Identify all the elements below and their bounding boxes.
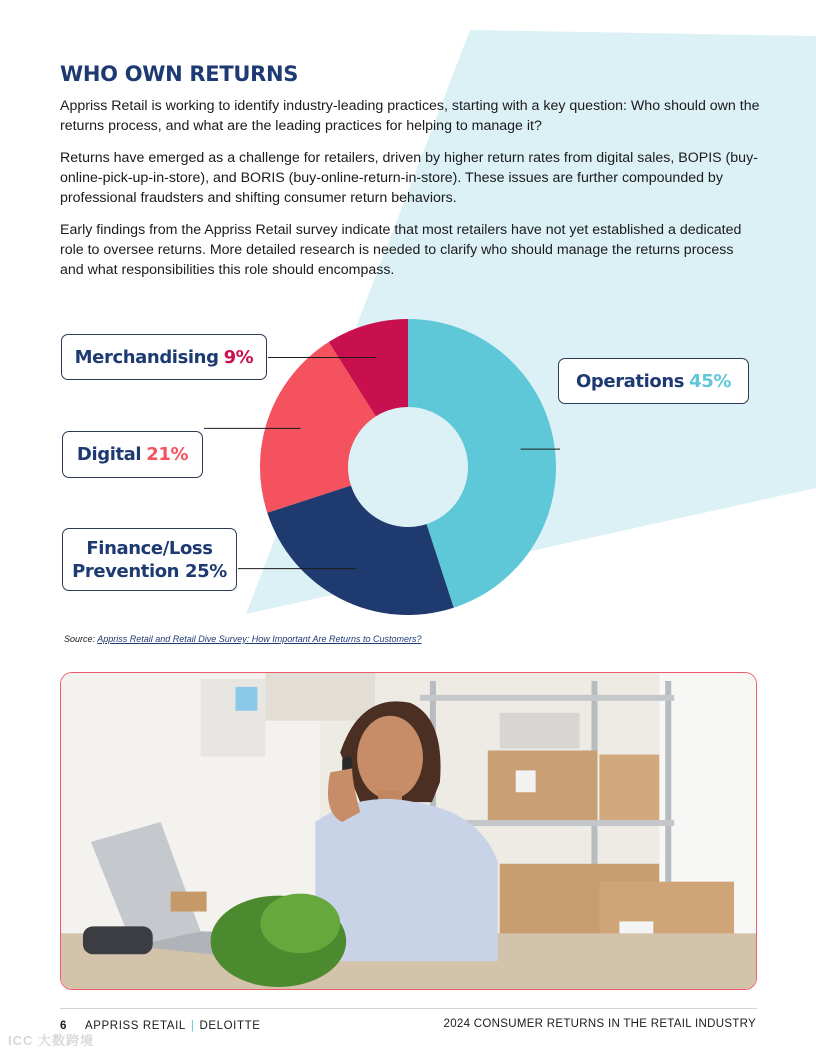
findings-paragraph: Early findings from the Appriss Retail survey indicate that most retailers have not yet established a dedicated role to oversee returns. More detailed research is needed to clarify who should manage the returns process and what responsibilities this role should encompass. (60, 222, 742, 278)
brand-appriss: APPRISS RETAIL (85, 1020, 186, 1032)
digital-label (62, 431, 203, 478)
challenge-paragraph: Returns have emerged as a challenge for retailers, driven by higher return rates from digital sales, BOPIS (buy-online-pick-up-in-store), and BORIS (buy-online-return-in-store). These issues are further compounded by professional fraudsters and shifting consumer return behaviors. (60, 150, 758, 206)
page-title: WHO OWN RETURNS (60, 62, 299, 86)
brand-separator: | (190, 1020, 195, 1032)
finance-category-line1: Finance/Loss (86, 537, 213, 559)
brand-deloitte: DELOITTE (199, 1020, 261, 1032)
source-note (64, 634, 421, 644)
operations-label (558, 358, 749, 404)
watermark: ICC 大数跨境 (8, 1033, 95, 1048)
donut-slice-finance-loss-prevention (267, 486, 453, 615)
finance-category-line2: Prevention (72, 560, 180, 582)
digital-value: 21% (146, 444, 189, 465)
finance-value: 25% (184, 560, 227, 582)
source-prefix: Source: (64, 634, 98, 644)
finance-label (62, 528, 237, 591)
photo-illustration (61, 673, 756, 989)
intro-paragraph: Appriss Retail is working to identify industry-leading practices, starting with a key question: Who should own the returns process, and what are the leading practices for helping to manage it? (60, 98, 760, 134)
digital-category: Digital (76, 444, 142, 465)
stockroom-photo (60, 672, 757, 990)
operations-category: Operations (576, 370, 685, 392)
merchandising-label (61, 334, 267, 380)
merchandising-value: 9% (223, 346, 254, 368)
report-title: 2024 CONSUMER RETURNS IN THE RETAIL INDUSTRY (443, 1018, 756, 1030)
footer-divider (60, 1008, 757, 1009)
operations-value: 45% (689, 370, 731, 392)
page-number: 6 (60, 1020, 67, 1032)
source-link[interactable]: Appriss Retail and Retail Dive Survey: How Important Are Returns to Customers? (97, 634, 422, 644)
merchandising-category: Merchandising (74, 346, 219, 368)
